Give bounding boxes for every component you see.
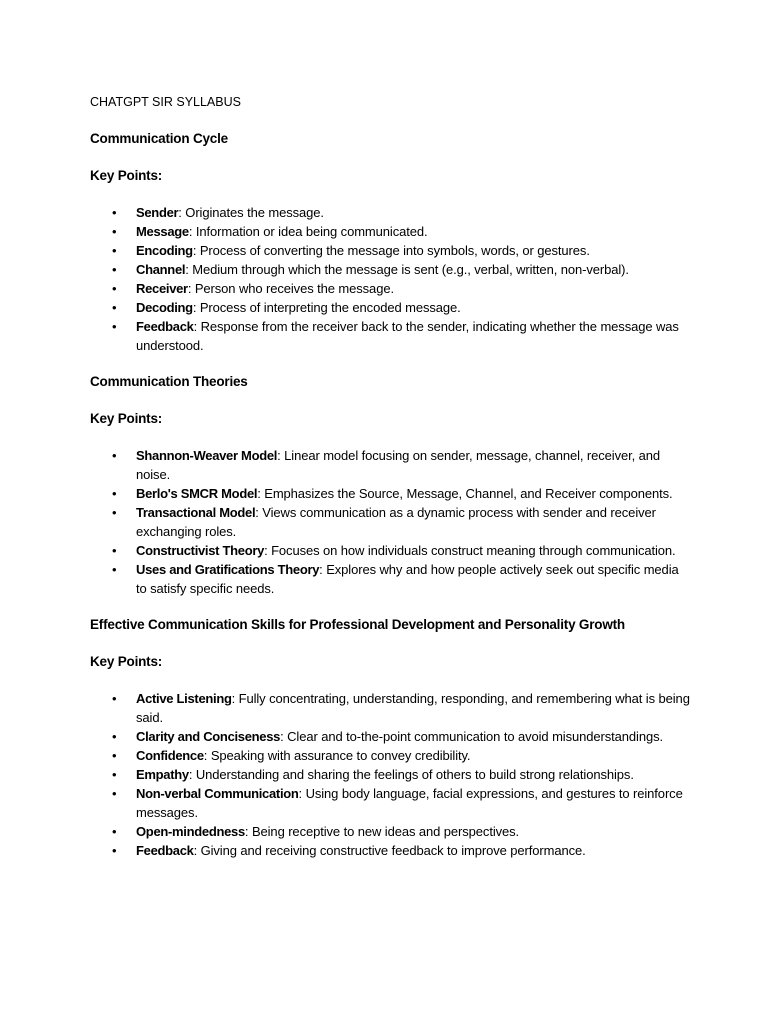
item-text: : Linear model focusing on sender, message, channel, receiver, and noise. — [136, 448, 661, 482]
bullet-icon: • — [112, 281, 117, 296]
item-text: : Being receptive to new ideas and perspectives. — [244, 824, 520, 839]
item-text: : Using body language, facial expressions, and gestures to reinforce messages. — [136, 786, 683, 820]
section-heading: Communication Cycle — [90, 131, 228, 146]
item-term: Clarity and Conciseness — [136, 729, 281, 744]
item-term: Decoding — [136, 300, 193, 315]
item-text: : Originates the message. — [178, 205, 324, 220]
item-text: : Process of converting the message into symbols, words, or gestures. — [192, 243, 590, 258]
bullet-list — [90, 689, 690, 860]
item-text: : Understanding and sharing the feelings of others to build strong relationships. — [188, 767, 634, 782]
bullet-icon: • — [112, 205, 117, 220]
bullet-icon: • — [112, 224, 117, 239]
item-text: : Focuses on how individuals construct meaning through communication. — [264, 543, 676, 558]
bullet-icon: • — [112, 262, 117, 277]
section-effective-communication-skills — [90, 615, 690, 860]
section-heading: Communication Theories — [90, 374, 248, 389]
key-points-label: Key Points: — [90, 654, 163, 669]
bullet-icon: • — [112, 300, 117, 315]
bullet-icon: • — [112, 562, 117, 577]
bullet-icon: • — [112, 824, 117, 839]
bullet-icon: • — [112, 319, 117, 334]
list-item — [90, 822, 690, 841]
list-item — [90, 241, 690, 260]
item-term: Receiver — [136, 281, 188, 296]
bullet-icon: • — [112, 748, 117, 763]
item-term: Feedback — [136, 319, 194, 334]
bullet-icon: • — [112, 786, 117, 801]
list-item — [90, 279, 690, 298]
item-text: : Giving and receiving constructive feedback to improve performance. — [193, 843, 586, 858]
bullet-icon: • — [112, 691, 117, 706]
bullet-list — [90, 446, 690, 598]
item-text: : Person who receives the message. — [187, 281, 394, 296]
item-text: : Response from the receiver back to the sender, indicating whether the message was understood. — [136, 319, 679, 353]
list-item — [90, 765, 690, 784]
item-text: : Explores why and how people actively seek out specific media to satisfy specific needs. — [136, 562, 679, 596]
section-communication-theories — [90, 372, 690, 598]
list-item — [90, 446, 690, 484]
item-term: Message — [136, 224, 189, 239]
section-communication-cycle — [90, 129, 690, 355]
item-term: Empathy — [136, 767, 189, 782]
list-item — [90, 222, 690, 241]
bullet-icon: • — [112, 243, 117, 258]
item-term: Constructivist Theory — [136, 543, 265, 558]
list-item — [90, 689, 690, 727]
bullet-icon: • — [112, 729, 117, 744]
item-text: : Views communication as a dynamic process with sender and receiver exchanging roles. — [136, 505, 656, 539]
section-heading: Effective Communication Skills for Professional Development and Personality Growth — [90, 617, 625, 632]
bullet-icon: • — [112, 543, 117, 558]
bullet-icon: • — [112, 486, 117, 501]
list-item — [90, 841, 690, 860]
item-term: Uses and Gratifications Theory — [136, 562, 320, 577]
list-item — [90, 746, 690, 765]
item-term: Sender — [136, 205, 179, 220]
list-item — [90, 784, 690, 822]
item-term: Non-verbal Communication — [136, 786, 299, 801]
list-item — [90, 503, 690, 541]
list-item — [90, 727, 690, 746]
item-term: Open-mindedness — [136, 824, 245, 839]
item-term: Channel — [136, 262, 186, 277]
document-page — [90, 93, 690, 877]
bullet-list — [90, 203, 690, 355]
item-term: Encoding — [136, 243, 193, 258]
item-text: : Information or idea being communicated. — [188, 224, 428, 239]
item-term: Feedback — [136, 843, 194, 858]
list-item — [90, 203, 690, 222]
item-text: : Medium through which the message is sent (e.g., verbal, written, non-verbal). — [185, 262, 629, 277]
item-text: : Clear and to-the-point communication to avoid misunderstandings. — [280, 729, 663, 744]
list-item — [90, 298, 690, 317]
item-term: Berlo's SMCR Model — [136, 486, 258, 501]
key-points-label: Key Points: — [90, 168, 163, 183]
list-item — [90, 260, 690, 279]
item-text: : Speaking with assurance to convey credibility. — [203, 748, 471, 763]
bullet-icon: • — [112, 448, 117, 463]
document-title: CHATGPT SIR SYLLABUS — [90, 95, 241, 109]
item-term: Shannon-Weaver Model — [136, 448, 278, 463]
item-term: Confidence — [136, 748, 204, 763]
list-item — [90, 484, 690, 503]
item-term: Active Listening — [136, 691, 232, 706]
item-text: : Fully concentrating, understanding, responding, and remembering what is being said. — [136, 691, 690, 725]
item-term: Transactional Model — [136, 505, 256, 520]
item-text: : Emphasizes the Source, Message, Channel, and Receiver components. — [257, 486, 673, 501]
bullet-icon: • — [112, 505, 117, 520]
bullet-icon: • — [112, 767, 117, 782]
bullet-icon: • — [112, 843, 117, 858]
list-item — [90, 560, 690, 598]
list-item — [90, 317, 690, 355]
item-text: : Process of interpreting the encoded message. — [192, 300, 461, 315]
list-item — [90, 541, 690, 560]
key-points-label: Key Points: — [90, 411, 163, 426]
